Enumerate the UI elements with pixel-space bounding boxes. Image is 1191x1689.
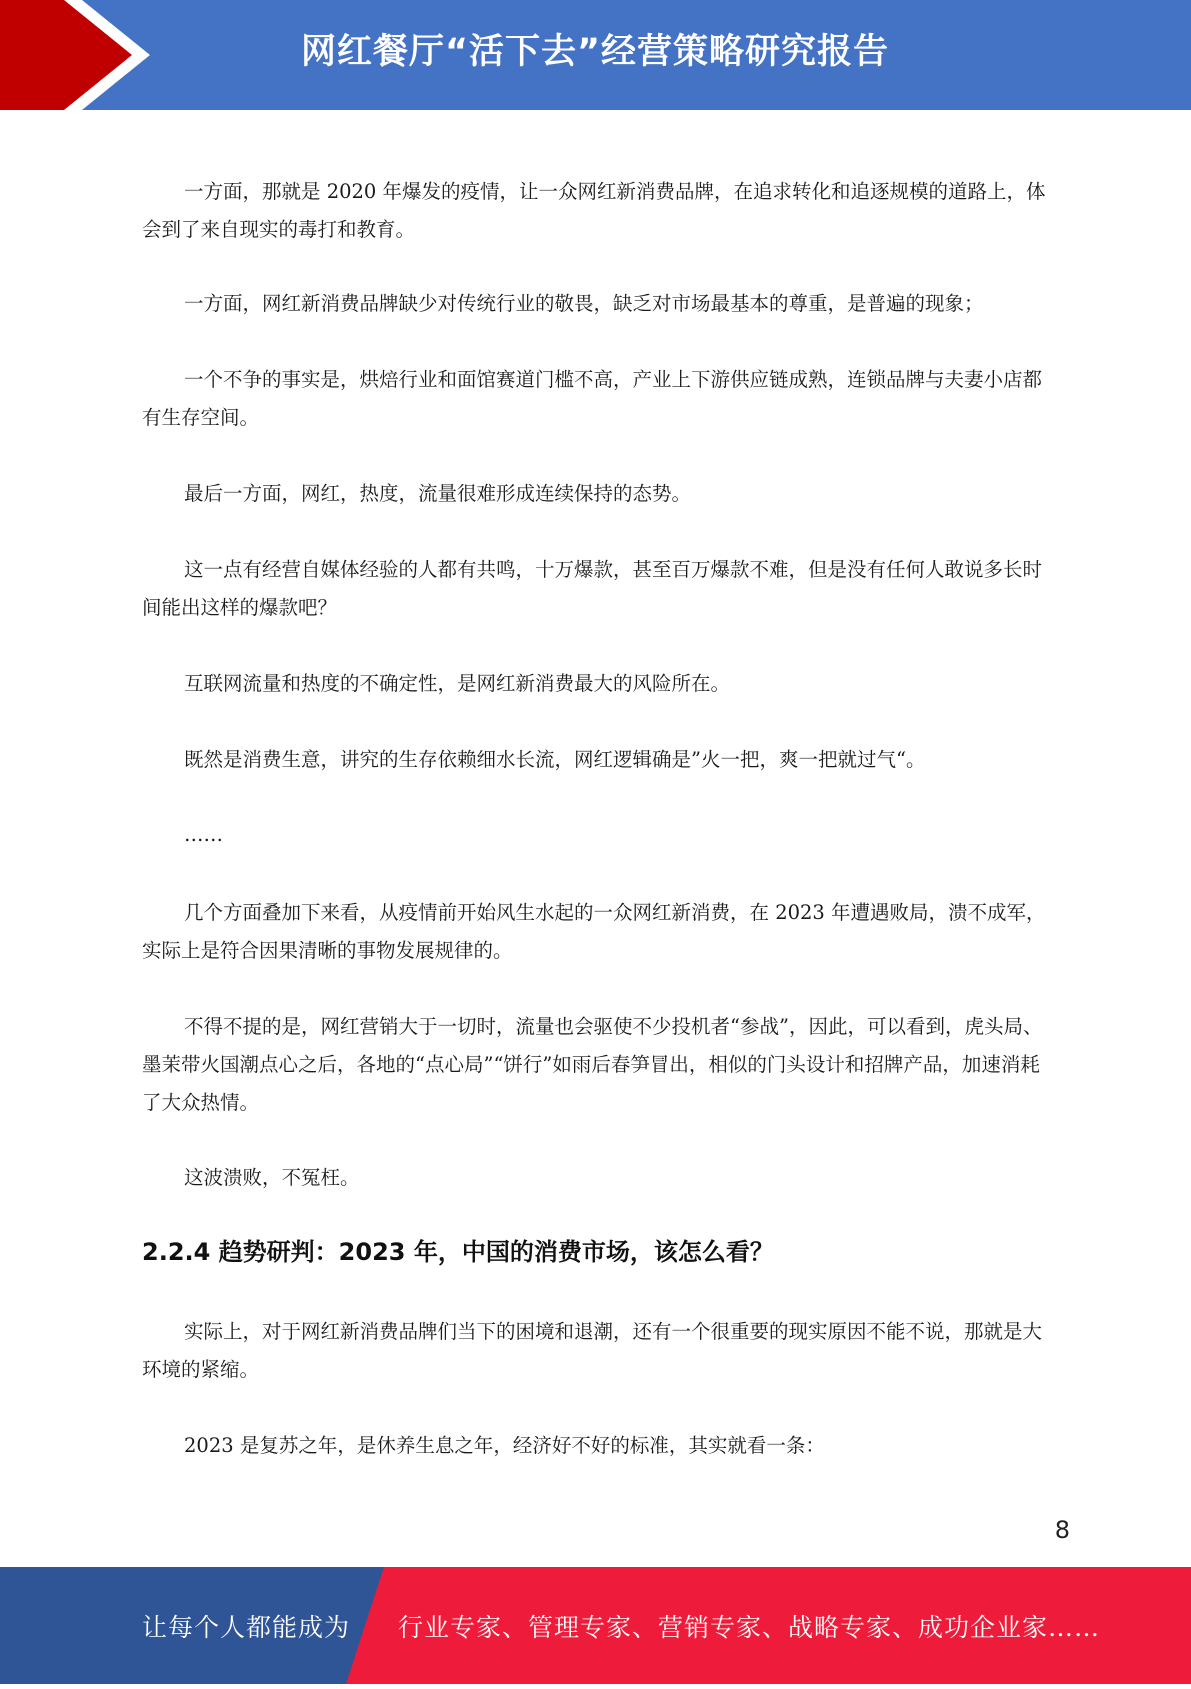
section-heading: 2.2.4 趋势研判：2023 年，中国的消费市场，该怎么看？: [142, 1238, 774, 1266]
footer-slogan-right: 行业专家、管理专家、营销专家、战略专家、成功企业家……: [398, 1613, 1101, 1642]
page-number: 8: [1054, 1516, 1070, 1544]
paragraph-11: 实际上，对于网红新消费品牌们当下的困境和退潮，还有一个很重要的现实原因不能不说，那就是大环境的紧缩。: [142, 1320, 1043, 1381]
paragraph-8: 几个方面叠加下来看，从疫情前开始风生水起的一众网红新消费，在 2023 年遭遇败局，溃不成军，实际上是符合因果清晰的事物发展规律的。: [142, 901, 1046, 962]
footer-slogan-left: 让每个人都能成为: [142, 1613, 351, 1642]
page-header: [0, 0, 1191, 110]
paragraph-ellipsis: ……: [184, 823, 223, 846]
paragraph-4: 最后一方面，网红，热度，流量很难形成连续保持的态势。: [184, 482, 692, 505]
paragraph-6: 互联网流量和热度的不确定性，是网红新消费最大的风险所在。: [184, 672, 731, 695]
report-title: 网红餐厅“活下去”经营策略研究报告: [300, 32, 889, 72]
paragraph-9: 不得不提的是，网红营销大于一切时，流量也会驱使不少投机者“参战”，因此，可以看到，虎头局、墨茉带火国潮点心之后，各地的“点心局”“饼行”如雨后春笋冒出，相似的门头设计和招牌产品，加速消耗了大众热情。: [142, 1015, 1043, 1114]
paragraph-2: 一方面，网红新消费品牌缺少对传统行业的敬畏，缺乏对市场最基本的尊重，是普遍的现象；: [184, 292, 984, 315]
page-footer: [0, 1567, 1191, 1684]
paragraph-1: 一方面，那就是 2020 年爆发的疫情，让一众网红新消费品牌，在追求转化和追逐规模的道路上，体会到了来自现实的毒打和教育。: [142, 180, 1046, 241]
paragraph-12: 2023 是复苏之年，是休养生息之年，经济好不好的标准，其实就看一条：: [184, 1434, 825, 1457]
paragraph-5: 这一点有经营自媒体经验的人都有共鸣，十万爆款，甚至百万爆款不难，但是没有任何人敢说多长时间能出这样的爆款吧？: [142, 558, 1043, 619]
paragraph-10: 这波溃败，不冤枉。: [184, 1166, 360, 1189]
paragraph-7: 既然是消费生意，讲究的生存依赖细水长流，网红逻辑确是”火一把，爽一把就过气“。: [184, 748, 926, 771]
paragraph-3: 一个不争的事实是，烘焙行业和面馆赛道门槛不高，产业上下游供应链成熟，连锁品牌与夫妻小店都有生存空间。: [142, 368, 1043, 429]
